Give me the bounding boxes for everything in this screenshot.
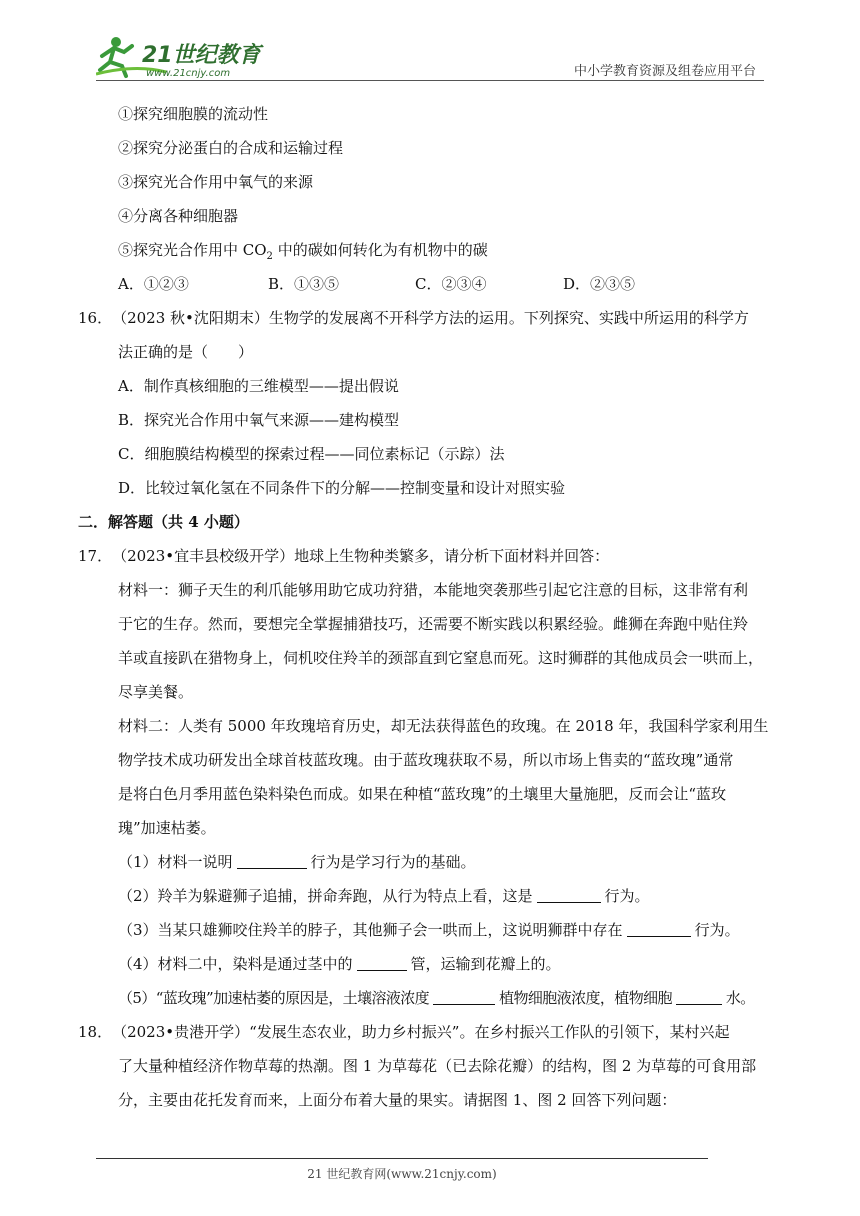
- q15-option-b[interactable]: B．①③⑤: [268, 275, 340, 293]
- q15-item-5: ⑤探究光合作用中 $CO_2$ 中的碳如何转化为有机物中的碳: [118, 241, 488, 262]
- q17-sub-5: （5）“蓝玫瑰”加速枯萎的原因是，土壤溶液浓度 植物细胞液浓度，植物细胞 水。: [118, 989, 755, 1007]
- q18-line-2: 了大量种植经济作物草莓的热潮。图 1 为草莓花（已去除花瓣）的结构，图 2 为草莓的可食用部: [118, 1057, 757, 1075]
- runner-logo-icon: [96, 34, 286, 80]
- q15-item-1: ①探究细胞膜的流动性: [118, 105, 269, 123]
- answer-blank-5[interactable]: [433, 990, 495, 1005]
- q18-line-1: 18．（2023•贵港开学）“发展生态农业，助力乡村振兴”。在乡村振兴工作队的引领下，某村兴起: [78, 1023, 730, 1041]
- q15-item-4: ④分离各种细胞器: [118, 207, 239, 225]
- q16-option-a[interactable]: A．制作真核细胞的三维模型——提出假说: [118, 377, 399, 395]
- answer-blank-1[interactable]: [237, 854, 307, 869]
- q17-material2-line-4: 瑰”加速枯萎。: [118, 819, 216, 837]
- site-logo: [96, 34, 286, 80]
- logo-url-text: www.21cnjy.com: [146, 68, 231, 79]
- q16-line-1: 16．（2023 秋•沈阳期末）生物学的发展离不开科学方法的运用。下列探究、实践中所运用的科学方: [78, 309, 749, 327]
- q16-option-d[interactable]: D．比较过氧化氢在不同条件下的分解——控制变量和设计对照实验: [118, 479, 566, 497]
- q17-sub-1: （1）材料一说明 行为是学习行为的基础。: [118, 853, 476, 871]
- q17-material1-line-3: 羊或直接趴在猎物身上，伺机咬住羚羊的颈部直到它窒息而死。这时狮群的其他成员会一哄而上，: [118, 649, 764, 667]
- answer-blank-3[interactable]: [627, 922, 691, 937]
- q17-material1-line-1: 材料一：狮子天生的利爪能够用助它成功狩猎，本能地突袭那些引起它注意的目标，这非常有利: [118, 581, 749, 599]
- q17-sub-3: （3）当某只雄狮咬住羚羊的脖子，其他狮子会一哄而上，这说明狮群中存在 行为。: [118, 921, 740, 939]
- q17-sub-2: （2）羚羊为躲避狮子追捕，拼命奔跑，从行为特点上看，这是 行为。: [118, 887, 650, 905]
- header-divider: [96, 80, 764, 81]
- q17-line-1: 17．（2023•宜丰县校级开学）地球上生物种类繁多，请分析下面材料并回答：: [78, 547, 610, 565]
- platform-name: 中小学教育资源及组卷应用平台: [573, 64, 756, 79]
- answer-blank-4[interactable]: [357, 956, 407, 971]
- logo-main-text: 21世纪教育: [142, 43, 261, 68]
- q15-item-2: ②探究分泌蛋白的合成和运输过程: [118, 139, 344, 157]
- q17-material2-line-2: 物学技术成功研发出全球首枝蓝玫瑰。由于蓝玫瑰获取不易，所以市场上售卖的“蓝玫瑰”通常: [118, 751, 734, 769]
- q17-sub-4: （4）材料二中，染料是通过茎中的 管，运输到花瓣上的。: [118, 955, 561, 973]
- section-title: 二．解答题（共 4 小题）: [78, 513, 249, 531]
- footer-text: 21 世纪教育网(www.21cnjy.com): [307, 1167, 497, 1181]
- q16-line-2: 法正确的是（ ）: [118, 343, 254, 361]
- q15-option-c[interactable]: C．②③④: [415, 275, 487, 293]
- q15-option-a[interactable]: A．①②③: [118, 275, 189, 293]
- q17-material2-line-1: 材料二：人类有 5000 年玫瑰培育历史，却无法获得蓝色的玫瑰。在 2018 年，我国科学家利用生: [118, 717, 769, 735]
- q18-line-3: 分，主要由花托发育而来，上面分布着大量的果实。请据图 1、图 2 回答下列问题：: [118, 1091, 677, 1109]
- q17-material2-line-3: 是将白色月季用蓝色染料染色而成。如果在种植“蓝玫瑰”的土壤里大量施肥，反而会让“蓝玫: [118, 785, 727, 803]
- footer-divider: [96, 1158, 708, 1159]
- q16-option-c[interactable]: C．细胞膜结构模型的探索过程——同位素标记（示踪）法: [118, 445, 505, 463]
- answer-blank-2[interactable]: [537, 888, 601, 903]
- q17-material1-line-4: 尽享美餐。: [118, 683, 194, 701]
- q15-item-3: ③探究光合作用中氧气的来源: [118, 173, 314, 191]
- q17-material1-line-2: 于它的生存。然而，要想完全掌握捕猎技巧，还需要不断实践以积累经验。雌狮在奔跑中贴住羚: [118, 615, 749, 633]
- q16-option-b[interactable]: B．探究光合作用中氧气来源——建构模型: [118, 411, 400, 429]
- answer-blank-6[interactable]: [676, 990, 722, 1005]
- q15-option-d[interactable]: D．②③⑤: [563, 275, 636, 293]
